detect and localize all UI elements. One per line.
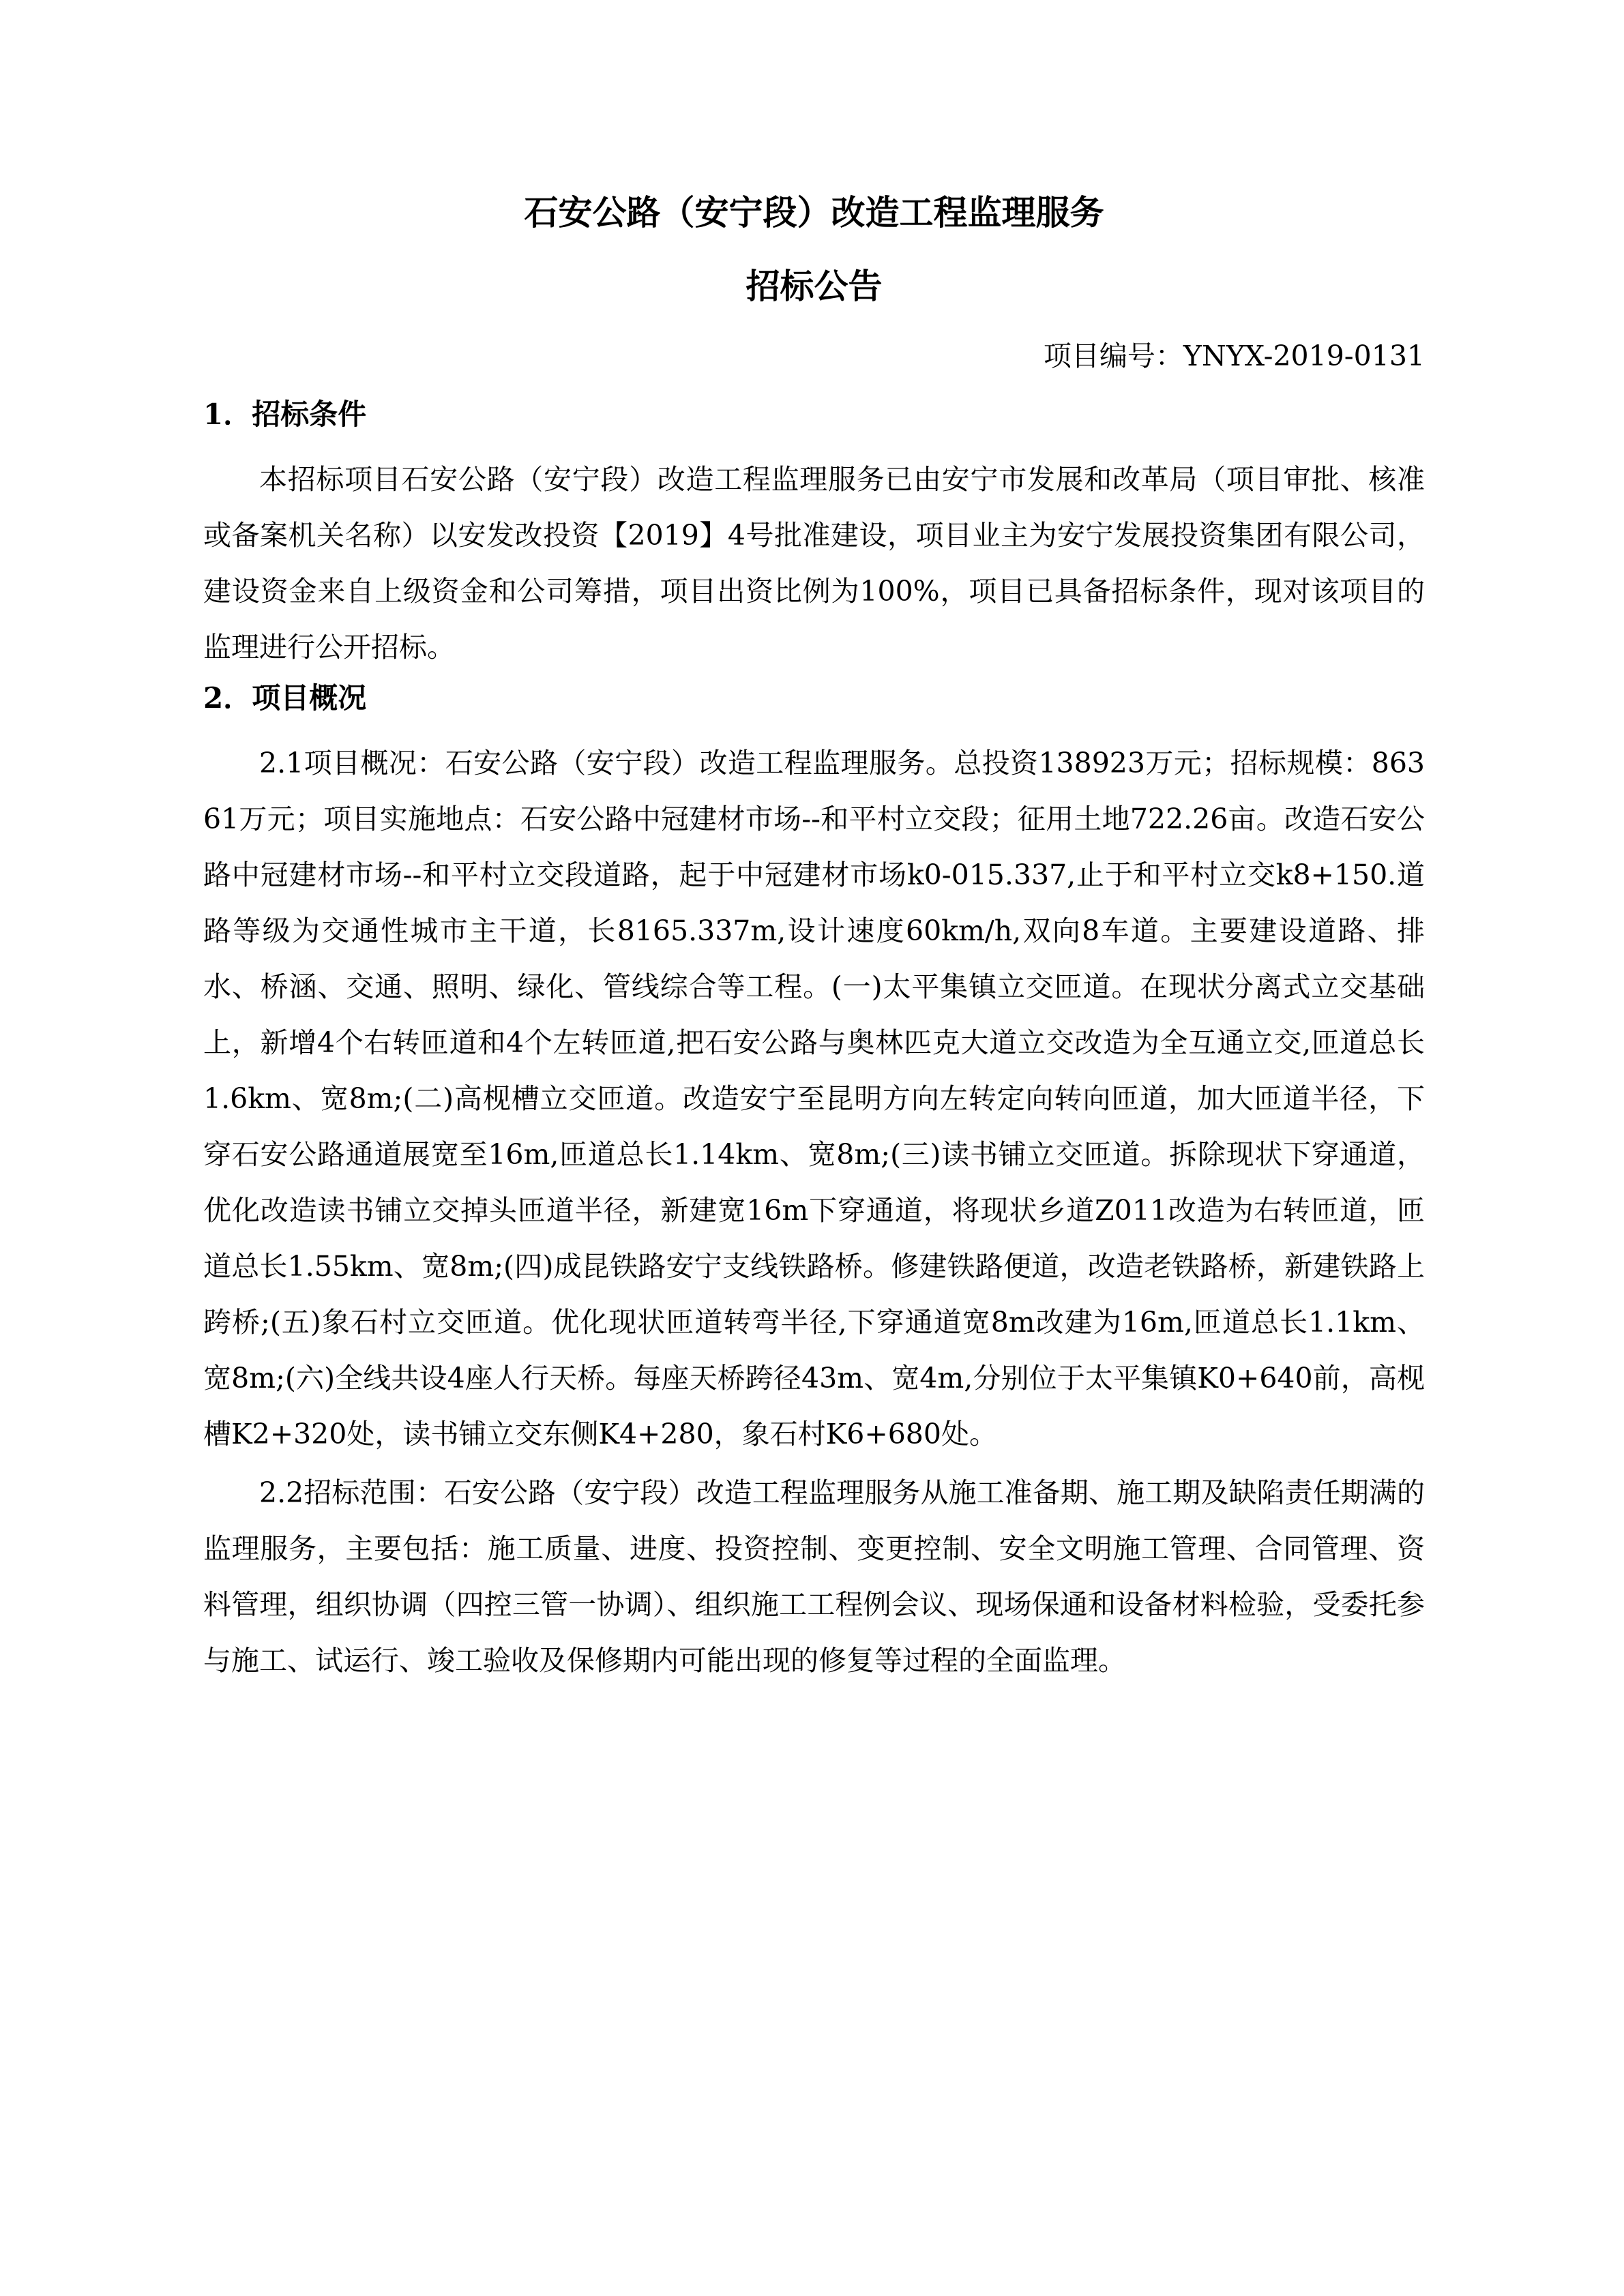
paragraph-project-overview: 2.1项目概况：石安公路（安宁段）改造工程监理服务。总投资138923万元；招标规模：86361万元；项目实施地点：石安公路中冠建材市场--和平村立交段；征用土地722.26亩。改造石安公路中冠建材市场--和平村立交段道路，起于中冠建材市场k0-015.337,止于和平村立交k8+150.道路等级为交通性城市主干道，长8165.337m,设计速度60km/h,双向8车道。主要建设道路、排水、桥涵、交通、照明、绿化、管线综合等工程。(一)太平集镇立交匝道。在现状分离式立交基础上，新增4个右转匝道和4个左转匝道,把石安公路与奥林匹克大道立交改造为全互通立交,匝道总长1.6km、宽8m;(二)高枧槽立交匝道。改造安宁至昆明方向左转定向转向匝道，加大匝道半径，下穿石安公路通道展宽至16m,匝道总长1.14km、宽8m;(三)读书铺立交匝道。拆除现状下穿通道，优化改造读书铺立交掉头匝道半径，新建宽16m下穿通道，将现状乡道Z011改造为右转匝道，匝道总长1.55km、宽8m;(四)成昆铁路安宁支线铁路桥。修建铁路便道，改造老铁路桥，新建铁路上跨桥;(五)象石村立交匝道。优化现状匝道转弯半径,下穿通道宽8m改建为16m,匝道总长1.1km、宽8m;(六)全线共设4座人行天桥。每座天桥跨径43m、宽4m,分别位于太平集镇K0+640前，高枧槽K2+320处，读书铺立交东侧K4+280，象石村K6+680处。 xyxy=(203,747,1425,1450)
document-subtitle: 招标公告 xyxy=(745,266,883,306)
paragraph-bidding-conditions: 本招标项目石安公路（安宁段）改造工程监理服务已由安宁市发展和改革局（项目审批、核准或备案机关名称）以安发改投资【2019】4号批准建设，项目业主为安宁发展投资集团有限公司，建设资金来自上级资金和公司筹措，项目出资比例为100%，项目已具备招标条件，现对该项目的监理进行公开招标。 xyxy=(203,463,1425,664)
section-heading-bidding-conditions: 1．招标条件 xyxy=(203,398,367,431)
project-number: 项目编号：YNYX-2019-0131 xyxy=(1043,340,1425,372)
section-heading-project-overview: 2．项目概况 xyxy=(203,681,367,715)
document-title: 石安公路（安宁段）改造工程监理服务 xyxy=(524,192,1104,233)
paragraph-bidding-scope: 2.2招标范围：石安公路（安宁段）改造工程监理服务从施工准备期、施工期及缺陷责任期满的监理服务，主要包括：施工质量、进度、投资控制、变更控制、安全文明施工管理、合同管理、资料管理，组织协调（四控三管一协调）、组织施工工程例会议、现场保通和设备材料检验，受委托参与施工、试运行、竣工验收及保修期内可能出现的修复等过程的全面监理。 xyxy=(203,1476,1425,1677)
